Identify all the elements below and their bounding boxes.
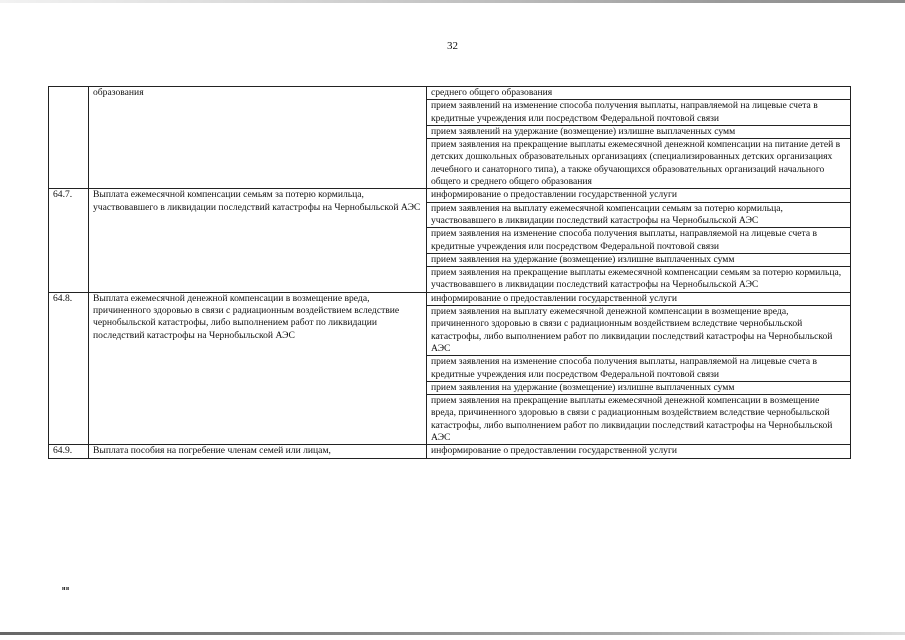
service-action: прием заявлений на удержание (возмещение) излишне выплаченных сумм <box>427 125 851 138</box>
service-action: информирование о предоставлении государственной услуги <box>427 189 851 202</box>
service-action: прием заявления на удержание (возмещение) излишне выплаченных сумм <box>427 253 851 266</box>
service-action: прием заявления на удержание (возмещение) излишне выплаченных сумм <box>427 381 851 394</box>
table-row <box>49 87 851 100</box>
services-table <box>48 86 851 459</box>
service-action: информирование о предоставлении государственной услуги <box>427 445 851 458</box>
item-number <box>49 87 89 189</box>
item-number: 64.8. <box>49 292 89 445</box>
service-name: образования <box>89 87 427 189</box>
service-action: прием заявления на прекращение выплаты ежемесячной денежной компенсации на питание детей в детских дошкольных образовательных организациях (специализированных детских организациях лечебного и санаторного типа), а также обучающихся образовательных организаций начального общего и среднего общего образования <box>427 139 851 189</box>
page-number: 32 <box>447 40 458 52</box>
service-action: информирование о предоставлении государственной услуги <box>427 292 851 305</box>
item-number: 64.9. <box>49 445 89 458</box>
service-action: прием заявлений на изменение способа получения выплаты, направляемой на лицевые счета в кредитные учреждения или посредством Федеральной почтовой связи <box>427 100 851 126</box>
service-action: прием заявления на изменение способа получения выплаты, направляемой на лицевые счета в кредитные учреждения или посредством Федеральной почтовой связи <box>427 228 851 254</box>
service-action: прием заявления на выплату ежемесячной компенсации семьям за потерю кормильца, участвовавшего в ликвидации последствий катастрофы на Чернобыльской АЭС <box>427 202 851 228</box>
service-action: среднего общего образования <box>427 87 851 100</box>
scan-edge-bottom <box>0 632 905 635</box>
table-row <box>49 189 851 202</box>
footer-mark: нв <box>62 586 70 592</box>
service-name: Выплата ежемесячной денежной компенсации в возмещение вреда, причиненного здоровью в связи с радиационным воздействием вследствие чернобыльской катастрофы, либо выполнением работ по ликвидации последствий катастрофы на Чернобыльской АЭС <box>89 292 427 445</box>
service-action: прием заявления на изменение способа получения выплаты, направляемой на лицевые счета в кредитные учреждения или посредством Федеральной почтовой связи <box>427 356 851 382</box>
service-action: прием заявления на выплату ежемесячной денежной компенсации в возмещение вреда, причиненного здоровью в связи с радиационным воздействием вследствие чернобыльской катастрофы, либо выполнением работ по ликвидации последствий катастрофы на Чернобыльской АЭС <box>427 306 851 356</box>
service-action: прием заявления на прекращение выплаты ежемесячной компенсации семьям за потерю кормильца, участвовавшего в ликвидации последствий катастрофы на Чернобыльской АЭС <box>427 267 851 293</box>
service-name: Выплата пособия на погребение членам семей или лицам, <box>89 445 427 458</box>
item-number: 64.7. <box>49 189 89 292</box>
scan-edge-top <box>0 0 905 3</box>
service-name: Выплата ежемесячной компенсации семьям за потерю кормильца, участвовавшего в ликвидации последствий катастрофы на Чернобыльской АЭС <box>89 189 427 292</box>
table-row <box>49 292 851 305</box>
service-action: прием заявления на прекращение выплаты ежемесячной денежной компенсации в возмещение вреда, причиненного здоровью в связи с радиационным воздействием вследствие чернобыльской катастрофы, либо выполнением работ по ликвидации последствий катастрофы на Чернобыльской АЭС <box>427 395 851 445</box>
table-row <box>49 445 851 458</box>
